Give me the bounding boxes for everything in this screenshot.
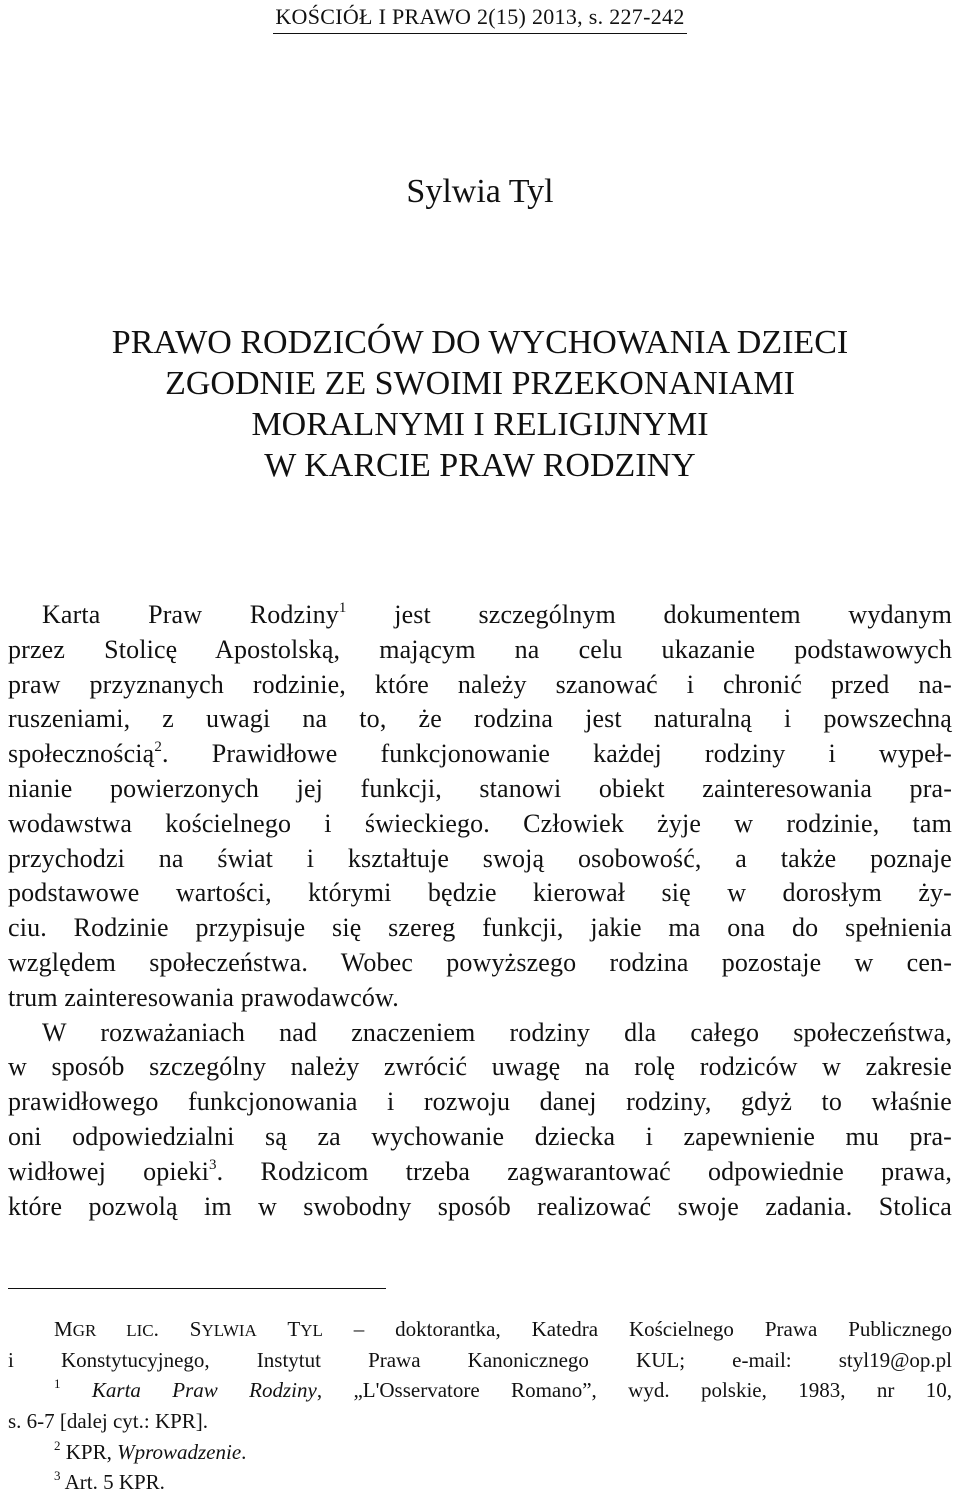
text-line: podstawowe wartości, którymi będzie kierował się w dorosłym ży-: [8, 878, 952, 908]
author-affiliation: MGR LIC. SYLWIA TYL – doktorantka, Katedra Kościelnego Prawa Publicznego: [54, 1317, 953, 1341]
footnote-ref: 2: [154, 739, 162, 756]
text-line: widłowej opieki$^3$. Rodzicom trzeba zagwarantować odpowiednie prawa,: [8, 1156, 952, 1186]
text-line: prawidłowego funkcjonowania i rozwoju danej rodziny, gdyż to właśnie: [8, 1087, 952, 1117]
footnote-ref: 3: [209, 1156, 217, 1173]
text-line: przychodzi na świat i kształtuje swoją osobowość, a także poznaje: [8, 843, 952, 873]
text-line: praw przyznanych rodzinie, które należy szanować i chronić przed na-: [8, 669, 952, 699]
footnote-number: 1: [54, 1376, 61, 1392]
text-line: oni odpowiedzialni są za wychowanie dziecka i zapewnienie mu pra-: [8, 1121, 952, 1151]
author-name: Sylwia Tyl: [406, 173, 554, 210]
title-line: PRAWO RODZICÓW DO WYCHOWANIA DZIECI: [111, 324, 849, 361]
footnote-2: $^2$ KPR, Wprowadzenie.: [54, 1437, 247, 1464]
text-line: względem społeczeństwa. Wobec powyższego rodzina pozostaje w cen-: [8, 947, 952, 977]
article-title: [0, 322, 960, 486]
text-line: nianie powierzonych jej funkcji, stanowi obiekt zainteresowania pra-: [8, 773, 952, 803]
title-line: ZGODNIE ZE SWOIMI PRZEKONANIAMI: [165, 365, 795, 402]
footnote-divider: [8, 1288, 386, 1289]
footnote-1: $^1$ Karta Praw Rodziny, „L'Osservatore Romano”, wyd. polskie, 1983, nr 10,: [54, 1376, 953, 1403]
text-line: które pozwolą im w swobodny sposób realizować swoje zadania. Stolica: [8, 1191, 952, 1221]
footnote-1-cont: s. 6-7 [dalej cyt.: KPR].: [8, 1409, 209, 1434]
title-line: W KARCIE PRAW RODZINY: [264, 447, 696, 484]
footnotes: [8, 1314, 952, 1498]
text-line: społecznością$^2$. Prawidłowe funkcjonowanie każdej rodziny i wypeł-: [8, 739, 952, 769]
journal-citation: KOŚCIÓŁ I PRAWO 2(15) 2013, s. 227-242: [273, 4, 686, 34]
text-line: Karta Praw Rodziny$^1$ jest szczególnym dokumentem wydanym: [42, 600, 952, 629]
text-line: W rozważaniach nad znaczeniem rodziny dla całego społeczeństwa,: [42, 1017, 952, 1047]
text-line: w sposób szczególny należy zwrócić uwagę na rolę rodziców w zakresie: [8, 1052, 952, 1082]
text-line: ciu. Rodzinie przypisuje się szereg funkcji, jakie ma ona do spełnienia: [8, 913, 952, 943]
text-line: przez Stolicę Apostolską, mającym na celu ukazanie podstawowych: [8, 634, 952, 664]
footnote-3: $^3$ Art. 5 KPR.: [54, 1468, 165, 1495]
running-header: [0, 4, 960, 34]
title-line: MORALNYMI I RELIGIJNYMI: [251, 406, 709, 443]
text-line: trum zainteresowania prawodawców.: [8, 982, 399, 1012]
text-line: wodawstwa kościelnego i świeckiego. Człowiek żyje w rodzinie, tam: [8, 808, 952, 838]
author-affiliation-cont: i Konstytucyjnego, Instytut Prawa Kanonicznego KUL; e-mail: styl19@op.pl: [8, 1347, 952, 1372]
body-text: [8, 598, 952, 1224]
text-line: ruszeniami, z uwagi na to, że rodzina jest naturalną i powszechną: [8, 704, 952, 734]
footnote-number: 2: [54, 1437, 61, 1453]
footnote-number: 3: [54, 1468, 61, 1484]
footnote-ref: 1: [338, 600, 347, 616]
